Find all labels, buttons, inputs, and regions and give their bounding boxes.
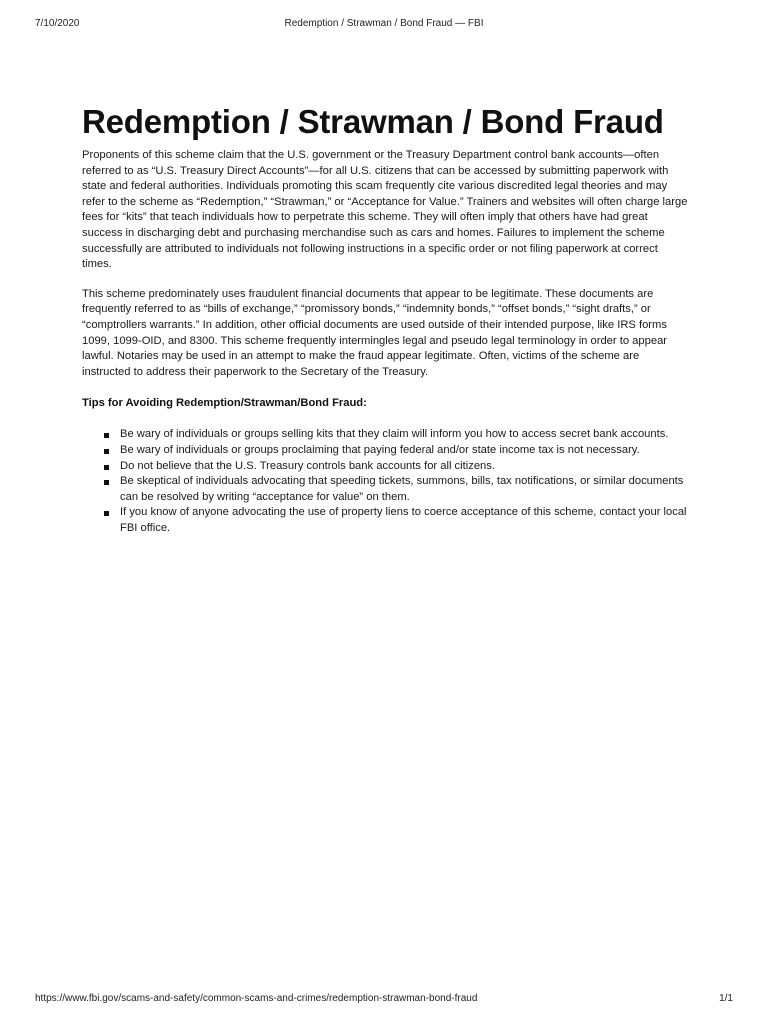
- bullet-icon: [104, 433, 109, 438]
- article-paragraph-2: This scheme predominately uses fraudulent financial documents that appear to be legitimate. These documents are frequently referred to as “bills of exchange,” “promissory bonds,” “indemnity bonds,” “offset bonds,” “sight drafts,” or “comptrollers warrants.” In addition, other official documents are used outside of their intended purpose, like IRS forms 1099, 1099-OID, and 8300. This scheme frequently intermingles legal and pseudo legal terminology in order to appear lawful. Notaries may be used in an attempt to make the fraud appear legitimate. Often, victims of the scheme are instructed to address their paperwork to the Secretary of the Treasury.: [82, 287, 668, 378]
- tips-heading: Tips for Avoiding Redemption/Strawman/Bond Fraud:: [82, 397, 367, 410]
- print-url: https://www.fbi.gov/scams-and-safety/common-scams-and-crimes/redemption-strawman-bond-fraud: [35, 993, 478, 1004]
- article-title: Redemption / Strawman / Bond Fraud: [82, 103, 664, 140]
- list-item: [120, 505, 688, 536]
- tip-text: Be wary of individuals or groups proclaiming that paying federal and/or state income tax is not necessary.: [120, 443, 640, 456]
- list-item: [120, 427, 688, 443]
- article-paragraph-1: Proponents of this scheme claim that the U.S. government or the Treasury Department control bank accounts—often referred to as “U.S. Treasury Direct Accounts”—for all U.S. citizens that can be accessed by submitting paperwork with state and federal authorities. Individuals promoting this scam frequently cite various discredited legal theories and may refer to the scheme as “Redemption,” “Strawman,” or “Acceptance for Value.” Trainers and websites will often charge large fees for “kits” that teach individuals how to perpetrate this scheme. They will often imply that others have had great success in discharging debt and purchasing merchandise such as cars and homes. Failures to implement the scheme successfully are attributed to individuals not following instructions in a specific order or not filing paperwork at correct times.: [82, 149, 688, 271]
- tips-list: [82, 427, 688, 536]
- print-header: [35, 18, 733, 32]
- print-footer: [35, 993, 733, 1007]
- list-item: [120, 474, 688, 505]
- tip-text: Be wary of individuals or groups selling kits that they claim will inform you how to access secret bank accounts.: [120, 428, 669, 441]
- bullet-icon: [104, 480, 109, 485]
- print-date: 7/10/2020: [35, 18, 80, 29]
- bullet-icon: [104, 449, 109, 454]
- article: [82, 104, 688, 536]
- tip-text: Do not believe that the U.S. Treasury controls bank accounts for all citizens.: [120, 459, 495, 472]
- list-item: [120, 443, 688, 459]
- tip-text: Be skeptical of individuals advocating that speeding tickets, summons, bills, tax notifications, or similar documents can be resolved by writing “acceptance for value” on them.: [120, 475, 684, 503]
- tip-text: If you know of anyone advocating the use of property liens to coerce acceptance of this scheme, contact your local FBI office.: [120, 506, 687, 534]
- page-number: 1/1: [719, 993, 733, 1004]
- print-page-title: Redemption / Strawman / Bond Fraud — FBI: [284, 18, 484, 29]
- bullet-icon: [104, 465, 109, 470]
- bullet-icon: [104, 511, 109, 516]
- list-item: [120, 459, 688, 475]
